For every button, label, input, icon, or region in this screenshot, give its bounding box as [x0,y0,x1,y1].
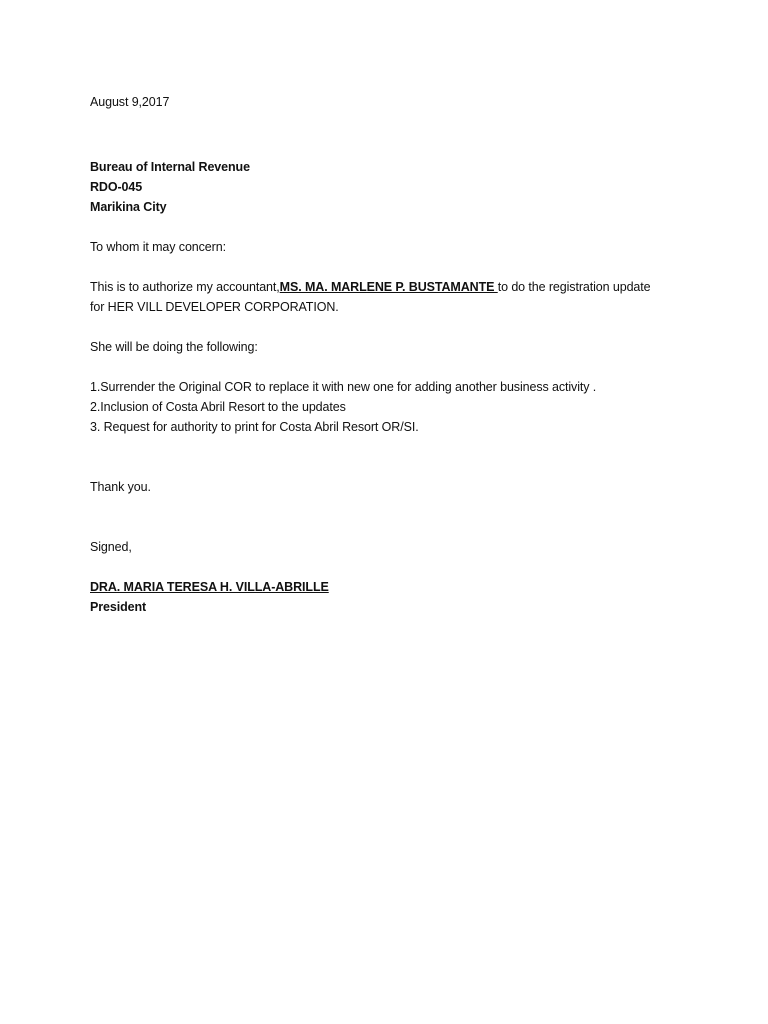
closing: Thank you. [90,480,151,494]
recipient-line-1: Bureau of Internal Revenue [90,160,250,174]
signatory-title: President [90,600,147,614]
accountant-name: MS. MA. MARLENE P. BUSTAMANTE [279,280,498,294]
salutation: To whom it may concern: [90,240,226,254]
body-paragraph-line-1 [90,279,651,295]
recipient-line-3: Marikina City [90,200,167,214]
intro-text-before: This is to authorize my accountant, [90,280,280,294]
intro-text-after: to do the registration update [497,280,651,294]
list-item-1: 1.Surrender the Original COR to replace it with new one for adding another business activity . [90,380,597,394]
letter-date: August 9,2017 [90,95,170,109]
body-paragraph-line-2: for HER VILL DEVELOPER CORPORATION. [90,300,339,314]
recipient-line-2: RDO-045 [90,180,143,194]
list-item-3: 3. Request for authority to print for Costa Abril Resort OR/SI. [90,420,419,434]
list-item-2: 2.Inclusion of Costa Abril Resort to the updates [90,400,346,414]
lead-sentence: She will be doing the following: [90,340,258,354]
signatory-name: DRA. MARIA TERESA H. VILLA-ABRILLE [90,580,329,594]
signed-label: Signed, [90,540,132,554]
